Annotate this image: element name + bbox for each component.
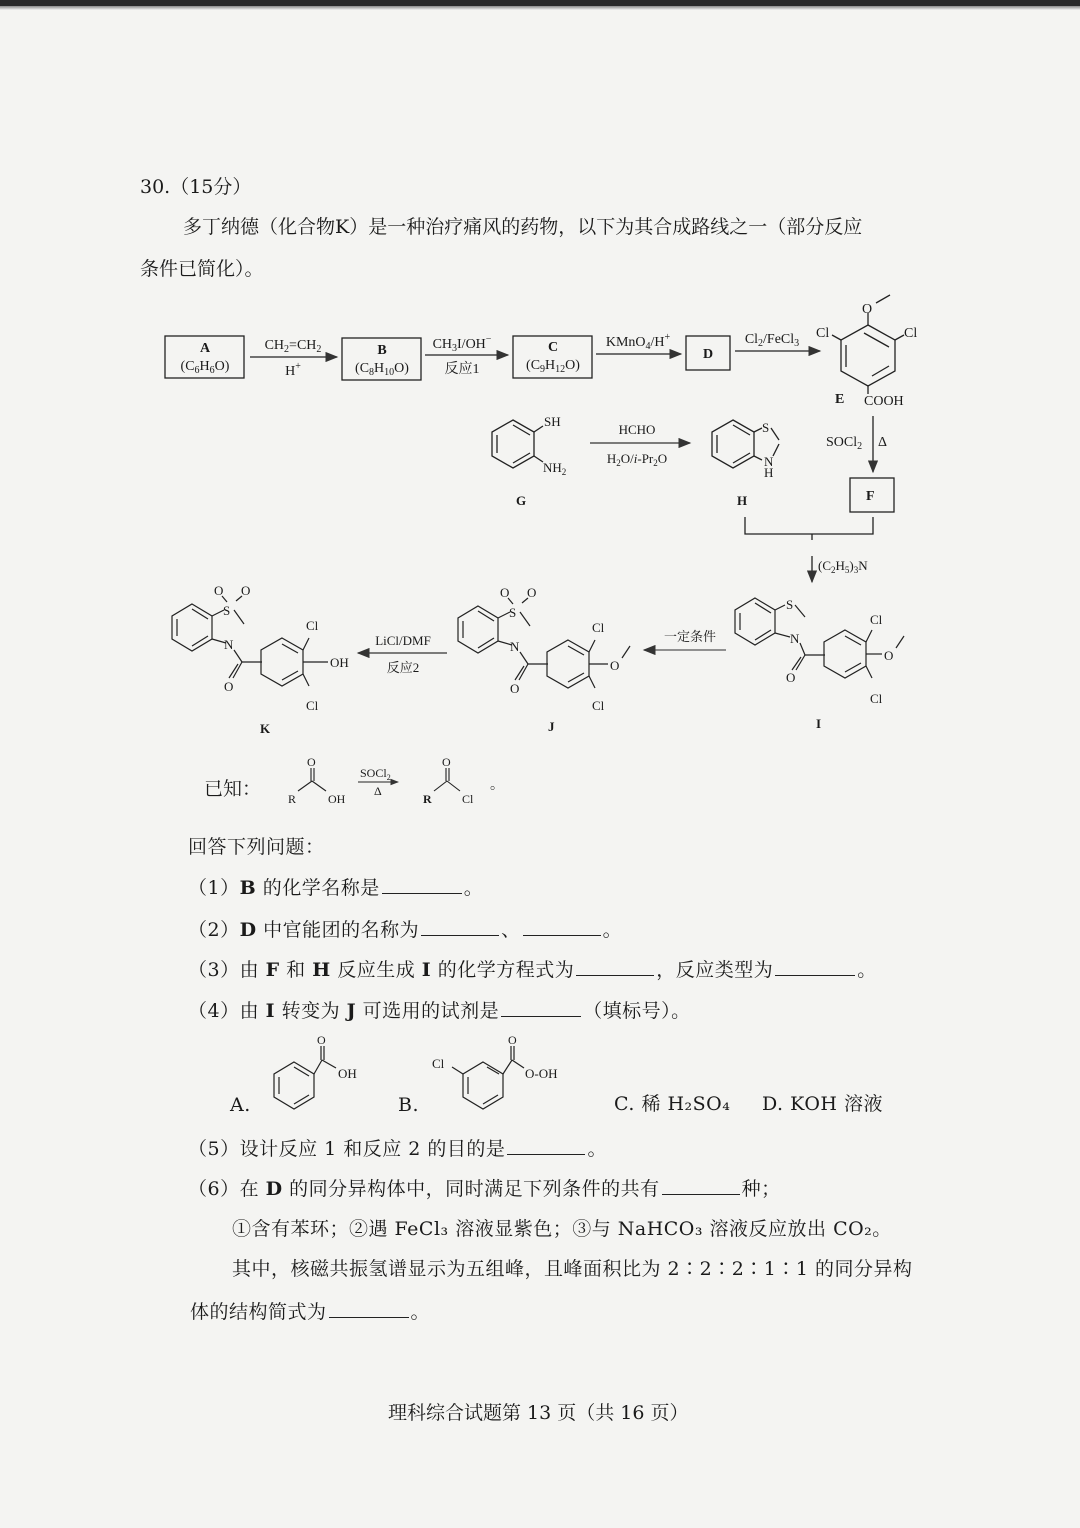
svg-text:CH3I/OH−: $CH_3I/OH^-$ (432, 334, 492, 354)
svg-text:K: K (260, 721, 271, 736)
svg-text:(C2H5)3N: $(C_2H_5)_3N$ (818, 558, 868, 575)
svg-text:C: C (547, 340, 559, 355)
intro-line-1: 多丁纳德（化合物K）是一种治疗痛风的药物，以下为其合成路线之一（部分反应 (183, 216, 863, 238)
structure-I (735, 598, 904, 678)
answer-prompt: 回答下列问题： (188, 836, 325, 858)
question-4: （4）由 I 转变为 J 可选用的试剂是 （填标号）。 (188, 1000, 691, 1022)
svg-text:O: O (862, 302, 873, 317)
nmr-line-1: 其中，核磁共振氢谱显示为五组峰，且峰面积比为 2∶2∶2∶1∶1 的同分异构 (232, 1258, 913, 1280)
svg-text:OH: OH (330, 655, 349, 670)
svg-text:S: S (223, 603, 231, 618)
svg-text:Cl2/FeCl3: $Cl_2/FeCl_3$ (744, 332, 800, 349)
question-points: （15分） (170, 176, 252, 198)
svg-text:H2O/i-Pr2O: $H_2O/i-Pr_2O$ (606, 451, 668, 468)
svg-text:OH: OH (328, 792, 346, 806)
svg-text:O: O (307, 755, 316, 769)
svg-text:SOCl2: SOCl$_2$ (826, 435, 863, 452)
svg-text:O: O (786, 670, 796, 685)
svg-text:。: 。 (490, 778, 504, 793)
svg-text:O: O (884, 648, 894, 663)
svg-text:N: N (510, 639, 520, 654)
svg-text:R: R (423, 792, 432, 806)
svg-text:Cl: Cl (306, 698, 319, 713)
svg-text:G: G (516, 493, 527, 508)
compound-A-formula: $(C_6H_6O)$ (180, 359, 230, 376)
svg-text:HCHO: HCHO (618, 422, 656, 437)
svg-text:H: H (737, 493, 748, 508)
svg-text:O: O (610, 658, 620, 673)
synthesis-scheme (0, 0, 1080, 760)
question-5: （5）设计反应 1 和反应 2 的目的是 。 (188, 1138, 607, 1160)
svg-text:N: N (764, 454, 774, 469)
svg-text:S: S (786, 597, 794, 612)
svg-text:Cl: Cl (870, 691, 883, 706)
svg-text:(C8H10O): $(C_8H_{10}O)$ (355, 361, 409, 378)
svg-text:KMnO4/H+: KMnO$_4$/H+ (605, 332, 671, 352)
option-D: D. KOH 溶液 (762, 1093, 884, 1115)
svg-text:O: O (224, 679, 234, 694)
svg-text:O: O (317, 1033, 326, 1047)
svg-text:(C9H12O): $(C_9H_{12}O)$ (526, 358, 580, 375)
question-3: （3）由 F 和 H 反应生成 I 的化学方程式为 ，反应类型为 。 (188, 959, 877, 981)
svg-text:CH2=CH2: $CH_2=CH_2$ (264, 338, 322, 355)
answer-blank-6b[interactable] (329, 1316, 409, 1318)
option-B-label: B. (398, 1094, 420, 1116)
svg-text:N: N (224, 637, 234, 652)
answer-blank-5[interactable] (507, 1153, 585, 1155)
answer-blank-3a[interactable] (576, 974, 654, 976)
page-footer: 理科综合试题第 13 页（共 16 页） (388, 1402, 689, 1424)
svg-text:S: S (509, 605, 517, 620)
svg-text:D: D (702, 347, 714, 362)
svg-text:OH: OH (338, 1066, 357, 1081)
svg-text:O-OH: O-OH (525, 1066, 558, 1081)
svg-text:O: O (527, 585, 537, 600)
question-number: 30. (140, 176, 171, 198)
answer-blank-6a[interactable] (662, 1193, 740, 1195)
svg-text:反应2: 反应2 (386, 660, 420, 675)
svg-text:Cl: Cl (592, 620, 605, 635)
svg-text:Cl: Cl (816, 326, 830, 341)
question-1: （1）B 的化学名称是 。 (188, 877, 484, 899)
svg-text:反应1: 反应1 (444, 362, 480, 377)
svg-text:Cl: Cl (462, 792, 474, 806)
svg-text:N: N (790, 631, 800, 646)
answer-blank-2a[interactable] (421, 934, 499, 936)
svg-text:Cl: Cl (904, 326, 918, 341)
option-A-label: A. (230, 1094, 251, 1116)
svg-text:O: O (510, 681, 520, 696)
structure-J (458, 598, 630, 688)
question-2: （2）D 中官能团的名称为 、 。 (188, 919, 623, 941)
option-B-mcpba (428, 1030, 588, 1115)
nmr-line-2: 体的结构简式为 。 (190, 1301, 431, 1323)
svg-text:Δ: Δ (878, 435, 888, 450)
svg-text:E: E (835, 392, 845, 407)
option-A-benzoic-acid (262, 1030, 372, 1115)
svg-text:H: H (764, 465, 774, 480)
intro-line-2: 条件已简化）。 (140, 258, 264, 280)
svg-text:NH2: $NH_2$ (543, 460, 567, 477)
question-6: （6）在 D 的同分异构体中，同时满足下列条件的共有 种； (188, 1178, 781, 1200)
answer-blank-2b[interactable] (523, 934, 601, 936)
svg-text:H+: H+ (285, 361, 301, 379)
svg-text:一定条件: 一定条件 (663, 629, 717, 644)
svg-text:Cl: Cl (592, 698, 605, 713)
answer-blank-3b[interactable] (775, 974, 855, 976)
svg-text:F: F (866, 489, 875, 504)
known-label: 已知： (204, 778, 262, 800)
svg-text:J: J (548, 719, 555, 734)
svg-text:R: R (288, 792, 297, 806)
structure-K (172, 596, 328, 686)
known-reaction (280, 755, 510, 810)
svg-text:Δ: Δ (374, 784, 382, 798)
compound-A-label: A (199, 341, 211, 356)
answer-blank-4[interactable] (501, 1015, 581, 1017)
svg-text:B: B (377, 343, 387, 358)
svg-text:SOCl2: SOCl$_2$ (360, 766, 391, 782)
svg-text:O: O (214, 583, 224, 598)
answer-blank-1[interactable] (382, 892, 462, 894)
svg-text:SH: SH (544, 414, 561, 429)
svg-text:O: O (241, 583, 251, 598)
svg-text:O: O (442, 755, 451, 769)
svg-text:S: S (762, 420, 770, 435)
svg-text:Cl: Cl (432, 1056, 445, 1071)
svg-text:I: I (816, 716, 822, 731)
svg-text:LiCl/DMF: LiCl/DMF (375, 633, 431, 648)
svg-text:COOH: COOH (864, 394, 904, 409)
svg-text:Cl: Cl (870, 612, 883, 627)
conditions-line: ①含有苯环；②遇 FeCl₃ 溶液显紫色；③与 NaHCO₃ 溶液反应放出 CO₂。 (232, 1218, 892, 1240)
svg-text:O: O (508, 1033, 517, 1047)
option-C: C. 稀 H₂SO₄ (614, 1093, 731, 1115)
svg-text:Cl: Cl (306, 618, 319, 633)
structure-G (492, 420, 543, 468)
svg-text:O: O (500, 585, 510, 600)
